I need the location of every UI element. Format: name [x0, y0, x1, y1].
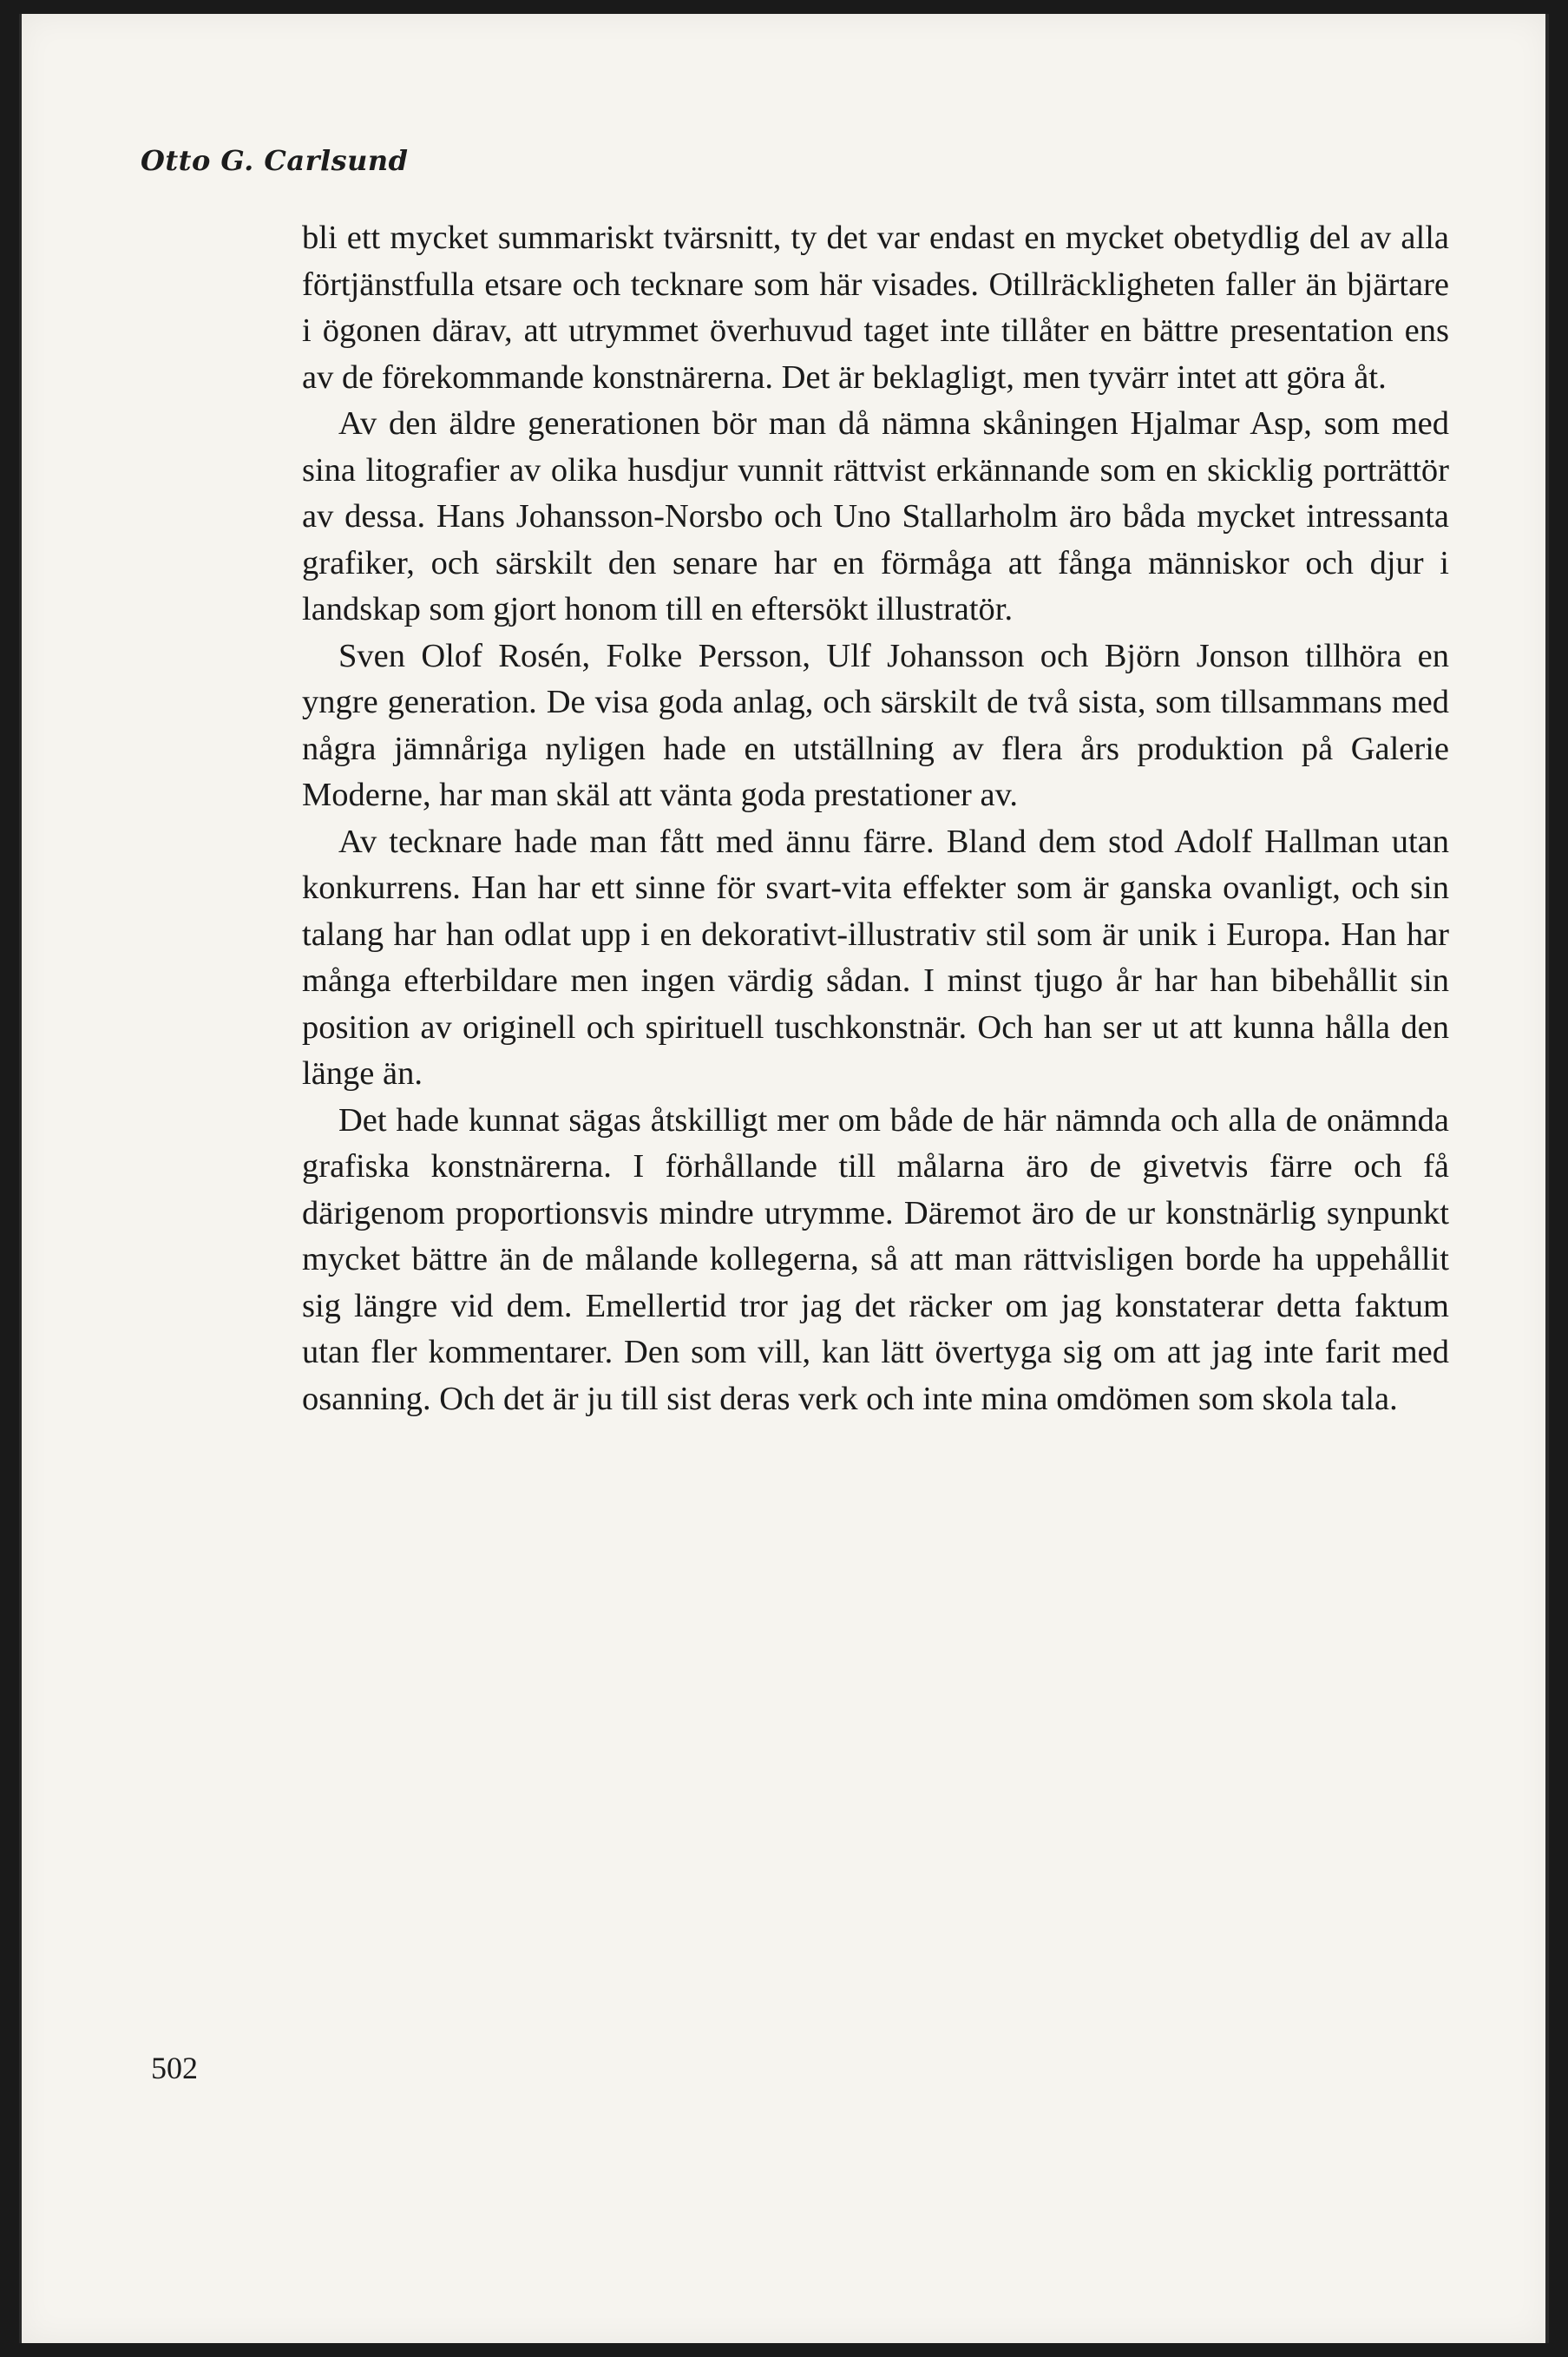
paragraph-1: bli ett mycket summariskt tvärsnitt, ty det var endast en mycket obetydlig del av alla förtjänstfulla etsare och tecknare som här visades. Otillräckligheten faller än bjärtare i ögonen därav, att utrymmet överhuvud taget inte tillåter en bättre presentation ens av de förekommande konstnärerna. Det är beklagligt, men tyvärr intet att göra åt. — [302, 220, 1449, 396]
book-page — [19, 14, 1549, 2343]
paragraph-2: Av den äldre generationen bör man då nämna skåningen Hjalmar Asp, som med sina litografier av olika husdjur vunnit rättvist erkännande som en skicklig porträttör av dessa. Hans Johansson-Norsbo och Uno Stallarholm äro båda mycket intressanta grafiker, och särskilt den senare har en förmåga att fånga människor och djur i landskap som gjort honom till en eftersökt illustratör. — [302, 405, 1449, 627]
scan-edge-left — [19, 14, 22, 2343]
paragraph-4: Av tecknare hade man fått med ännu färre. Bland dem stod Adolf Hallman utan konkurrens. Han har ett sinne för svart-vita effekter som är ganska ovanligt, och sin talang har han odlat upp i en dekorativt-illustrativ stil som är unik i Europa. Han har många efterbildare men ingen värdig sådan. I minst tjugo år har han bibehållit sin position av originell och spirituell tuschkonstnär. Och han ser ut att kunna hålla den länge än. — [302, 823, 1449, 1092]
paragraph-5: Det hade kunnat sägas åtskilligt mer om både de här nämnda och alla de onämnda grafiska konstnärerna. I förhållande till målarna äro de givetvis färre och få därigenom proportionsvis mindre utrymme. Däremot äro de ur konstnärlig synpunkt mycket bättre än de målande kollegerna, så att man rättvisligen borde ha uppehållit sig längre vid dem. Emellertid tror jag det räcker om jag konstaterar detta faktum utan fler kommentarer. Den som vill, kan lätt övertyga sig om att jag inte farit med osanning. Och det är ju till sist deras verk och inte mina omdömen som skola tala. — [302, 1101, 1449, 1417]
running-head: Otto G. Carlsund — [141, 144, 409, 177]
scan-edge-right — [1545, 14, 1549, 2343]
page-number: 502 — [151, 2051, 198, 2085]
paragraph-3: Sven Olof Rosén, Folke Persson, Ulf Johansson och Björn Jonson tillhöra en yngre generation. De visa goda anlag, och särskilt de två sista, som tillsammans med några jämnåriga nyligen hade en utställning av flera års produktion på Galerie Moderne, har man skäl att vänta goda prestationer av. — [302, 637, 1449, 813]
body-text — [302, 215, 1449, 1422]
